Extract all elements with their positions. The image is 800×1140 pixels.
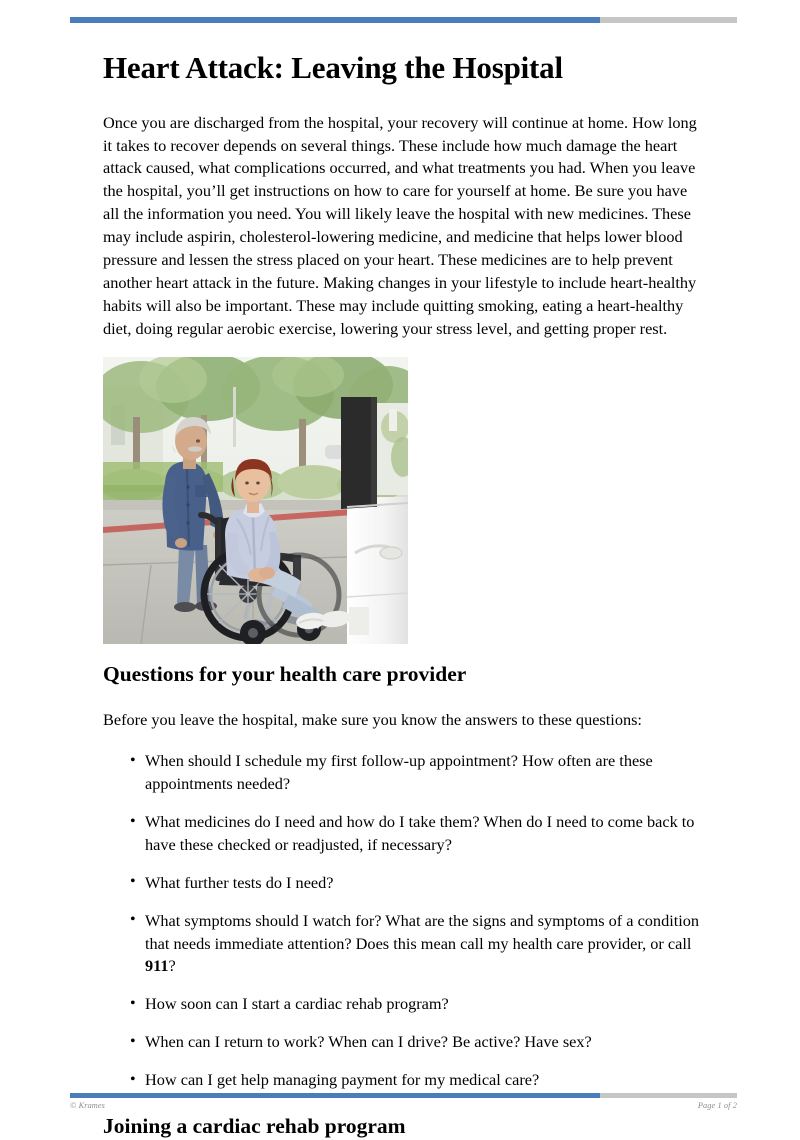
list-item-text: When can I return to work? When can I drive? Be active? Have sex? [145,1032,592,1052]
page-footer [70,1101,737,1110]
bullet-icon: • [130,751,136,769]
emergency-number: 911 [145,956,169,976]
rehab-heading: Joining a cardiac rehab program [103,1114,406,1139]
list-item-text: When should I schedule my first follow-up appointment? How often are these appointments needed? [145,751,653,794]
wheelchair-discharge-photo [103,357,408,644]
list-item [103,993,706,1016]
bullet-icon: • [130,812,136,830]
header-rule-gray-segment [600,17,737,23]
list-item [103,811,706,857]
bullet-icon: • [130,1070,136,1088]
bullet-icon: • [130,994,136,1012]
bullet-icon: • [130,911,136,929]
list-item [103,1031,706,1054]
header-rule-blue-segment [70,17,600,23]
questions-list [103,750,706,1092]
list-item [103,1069,706,1092]
page-title: Heart Attack: Leaving the Hospital [103,50,563,85]
questions-heading: Questions for your health care provider [103,661,467,686]
bullet-icon: • [130,873,136,891]
footer-rule [70,1093,737,1098]
copyright-notice: © Krames [70,1101,105,1110]
page-number: Page 1 of 2 [697,1101,737,1110]
list-item-text: What symptoms should I watch for? What are the signs and symptoms of a condition that needs immediate attention? Does this mean call my health care provider, or call [145,910,700,953]
list-item [103,750,706,796]
header-rule [70,17,737,23]
list-item [103,910,706,979]
questions-lead-text: Before you leave the hospital, make sure you know the answers to these questions: [103,710,642,730]
list-item-text: What medicines do I need and how do I take them? When do I need to come back to have these checked or readjusted, if necessary? [145,812,695,854]
list-item-text: What further tests do I need? [145,872,334,892]
list-item-text: How soon can I start a cardiac rehab program? [145,994,449,1014]
footer-rule-blue-segment [70,1093,600,1098]
list-item-text-tail: ? [168,956,176,976]
intro-paragraph: Once you are discharged from the hospital, your recovery will continue at home. How long it takes to recover depends on several things. These include how much damage the heart attack caused, what complications occurred, and what treatments you had. When you leave the hospital, you’ll get instructions on how to care for yourself at home. Be sure you have all the information you need. You will likely leave the hospital with new medicines. These may include aspirin, cholesterol-lowering medicine, and medicine that helps lower blood pressure and lessen the stress placed on your heart. These medicines are to help prevent another heart attack in the future. Making changes in your lifestyle to include heart-healthy habits will also be important. These may include quitting smoking, eating a heart-healthy diet, doing regular aerobic exercise, lowering your stress level, and getting proper rest. [103,112,697,338]
list-item [103,872,706,895]
footer-rule-gray-segment [600,1093,737,1098]
document-content [103,50,706,1140]
list-item-text: How can I get help managing payment for my medical care? [145,1070,540,1090]
bullet-icon: • [130,1032,136,1050]
